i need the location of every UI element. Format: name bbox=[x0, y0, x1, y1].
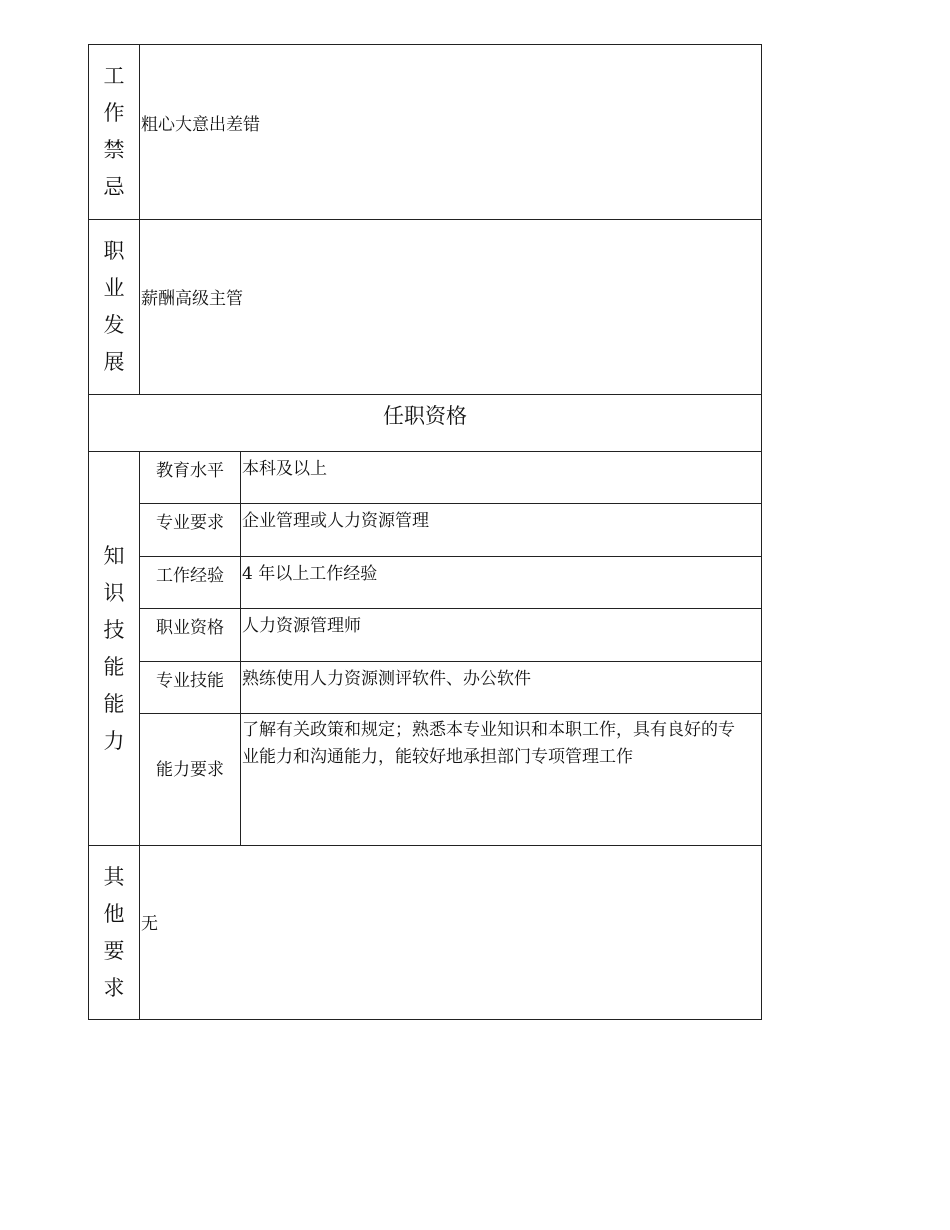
education-label: 教育水平 bbox=[140, 452, 241, 504]
major-value: 企业管理或人力资源管理 bbox=[241, 504, 762, 557]
certification-label: 职业资格 bbox=[140, 609, 241, 662]
skills-group-label bbox=[89, 452, 140, 846]
section-title: 任职资格 bbox=[89, 395, 762, 452]
other-label-char: 其 bbox=[103, 864, 125, 889]
career-label-char: 职 bbox=[103, 239, 125, 263]
experience-value: 4 年以上工作经验 bbox=[241, 557, 762, 609]
taboo-label bbox=[89, 45, 140, 220]
career-label-char: 发 bbox=[103, 313, 125, 337]
taboo-label-char: 禁 bbox=[103, 138, 125, 162]
career-label-char: 业 bbox=[103, 276, 125, 300]
career-row bbox=[89, 220, 762, 395]
ability-label: 能力要求 bbox=[140, 714, 241, 846]
qualification-row bbox=[89, 662, 762, 714]
skills-label-char: 识 bbox=[103, 580, 125, 605]
job-description-table bbox=[88, 44, 762, 1020]
taboo-value-text: 粗心大意出差错 bbox=[141, 114, 260, 135]
other-value bbox=[140, 846, 762, 1020]
education-value: 本科及以上 bbox=[241, 452, 762, 504]
skills-label-char: 能 bbox=[103, 654, 125, 679]
taboo-label-char: 忌 bbox=[103, 175, 125, 199]
qualification-row bbox=[89, 714, 762, 846]
other-label-char: 他 bbox=[103, 901, 125, 926]
career-value bbox=[140, 220, 762, 395]
experience-label: 工作经验 bbox=[140, 557, 241, 609]
career-label bbox=[89, 220, 140, 395]
skill-label: 专业技能 bbox=[140, 662, 241, 714]
qualification-row bbox=[89, 609, 762, 662]
other-label bbox=[89, 846, 140, 1020]
skill-value: 熟练使用人力资源测评软件、办公软件 bbox=[241, 662, 762, 714]
career-label-char: 展 bbox=[103, 350, 125, 374]
qualification-row bbox=[89, 452, 762, 504]
qualification-row bbox=[89, 557, 762, 609]
taboo-row bbox=[89, 45, 762, 220]
skills-label-char: 技 bbox=[103, 617, 125, 642]
ability-value: 了解有关政策和规定；熟悉本专业知识和本职工作，具有良好的专业能力和沟通能力，能较好地承担部门专项管理工作 bbox=[241, 714, 762, 846]
skills-label-char: 知 bbox=[103, 543, 125, 568]
skills-label-char: 能 bbox=[103, 691, 125, 716]
qualifications-header-row bbox=[89, 395, 762, 452]
other-value-text: 无 bbox=[141, 914, 158, 934]
taboo-value bbox=[140, 45, 762, 220]
other-label-char: 求 bbox=[103, 975, 125, 1000]
other-row bbox=[89, 846, 762, 1020]
certification-value: 人力资源管理师 bbox=[241, 609, 762, 662]
career-value-text: 薪酬高级主管 bbox=[141, 288, 243, 309]
major-label: 专业要求 bbox=[140, 504, 241, 557]
qualification-row bbox=[89, 504, 762, 557]
skills-label-char: 力 bbox=[103, 728, 125, 753]
taboo-label-char: 工 bbox=[103, 64, 125, 88]
taboo-label-char: 作 bbox=[103, 101, 125, 125]
other-label-char: 要 bbox=[103, 938, 125, 963]
